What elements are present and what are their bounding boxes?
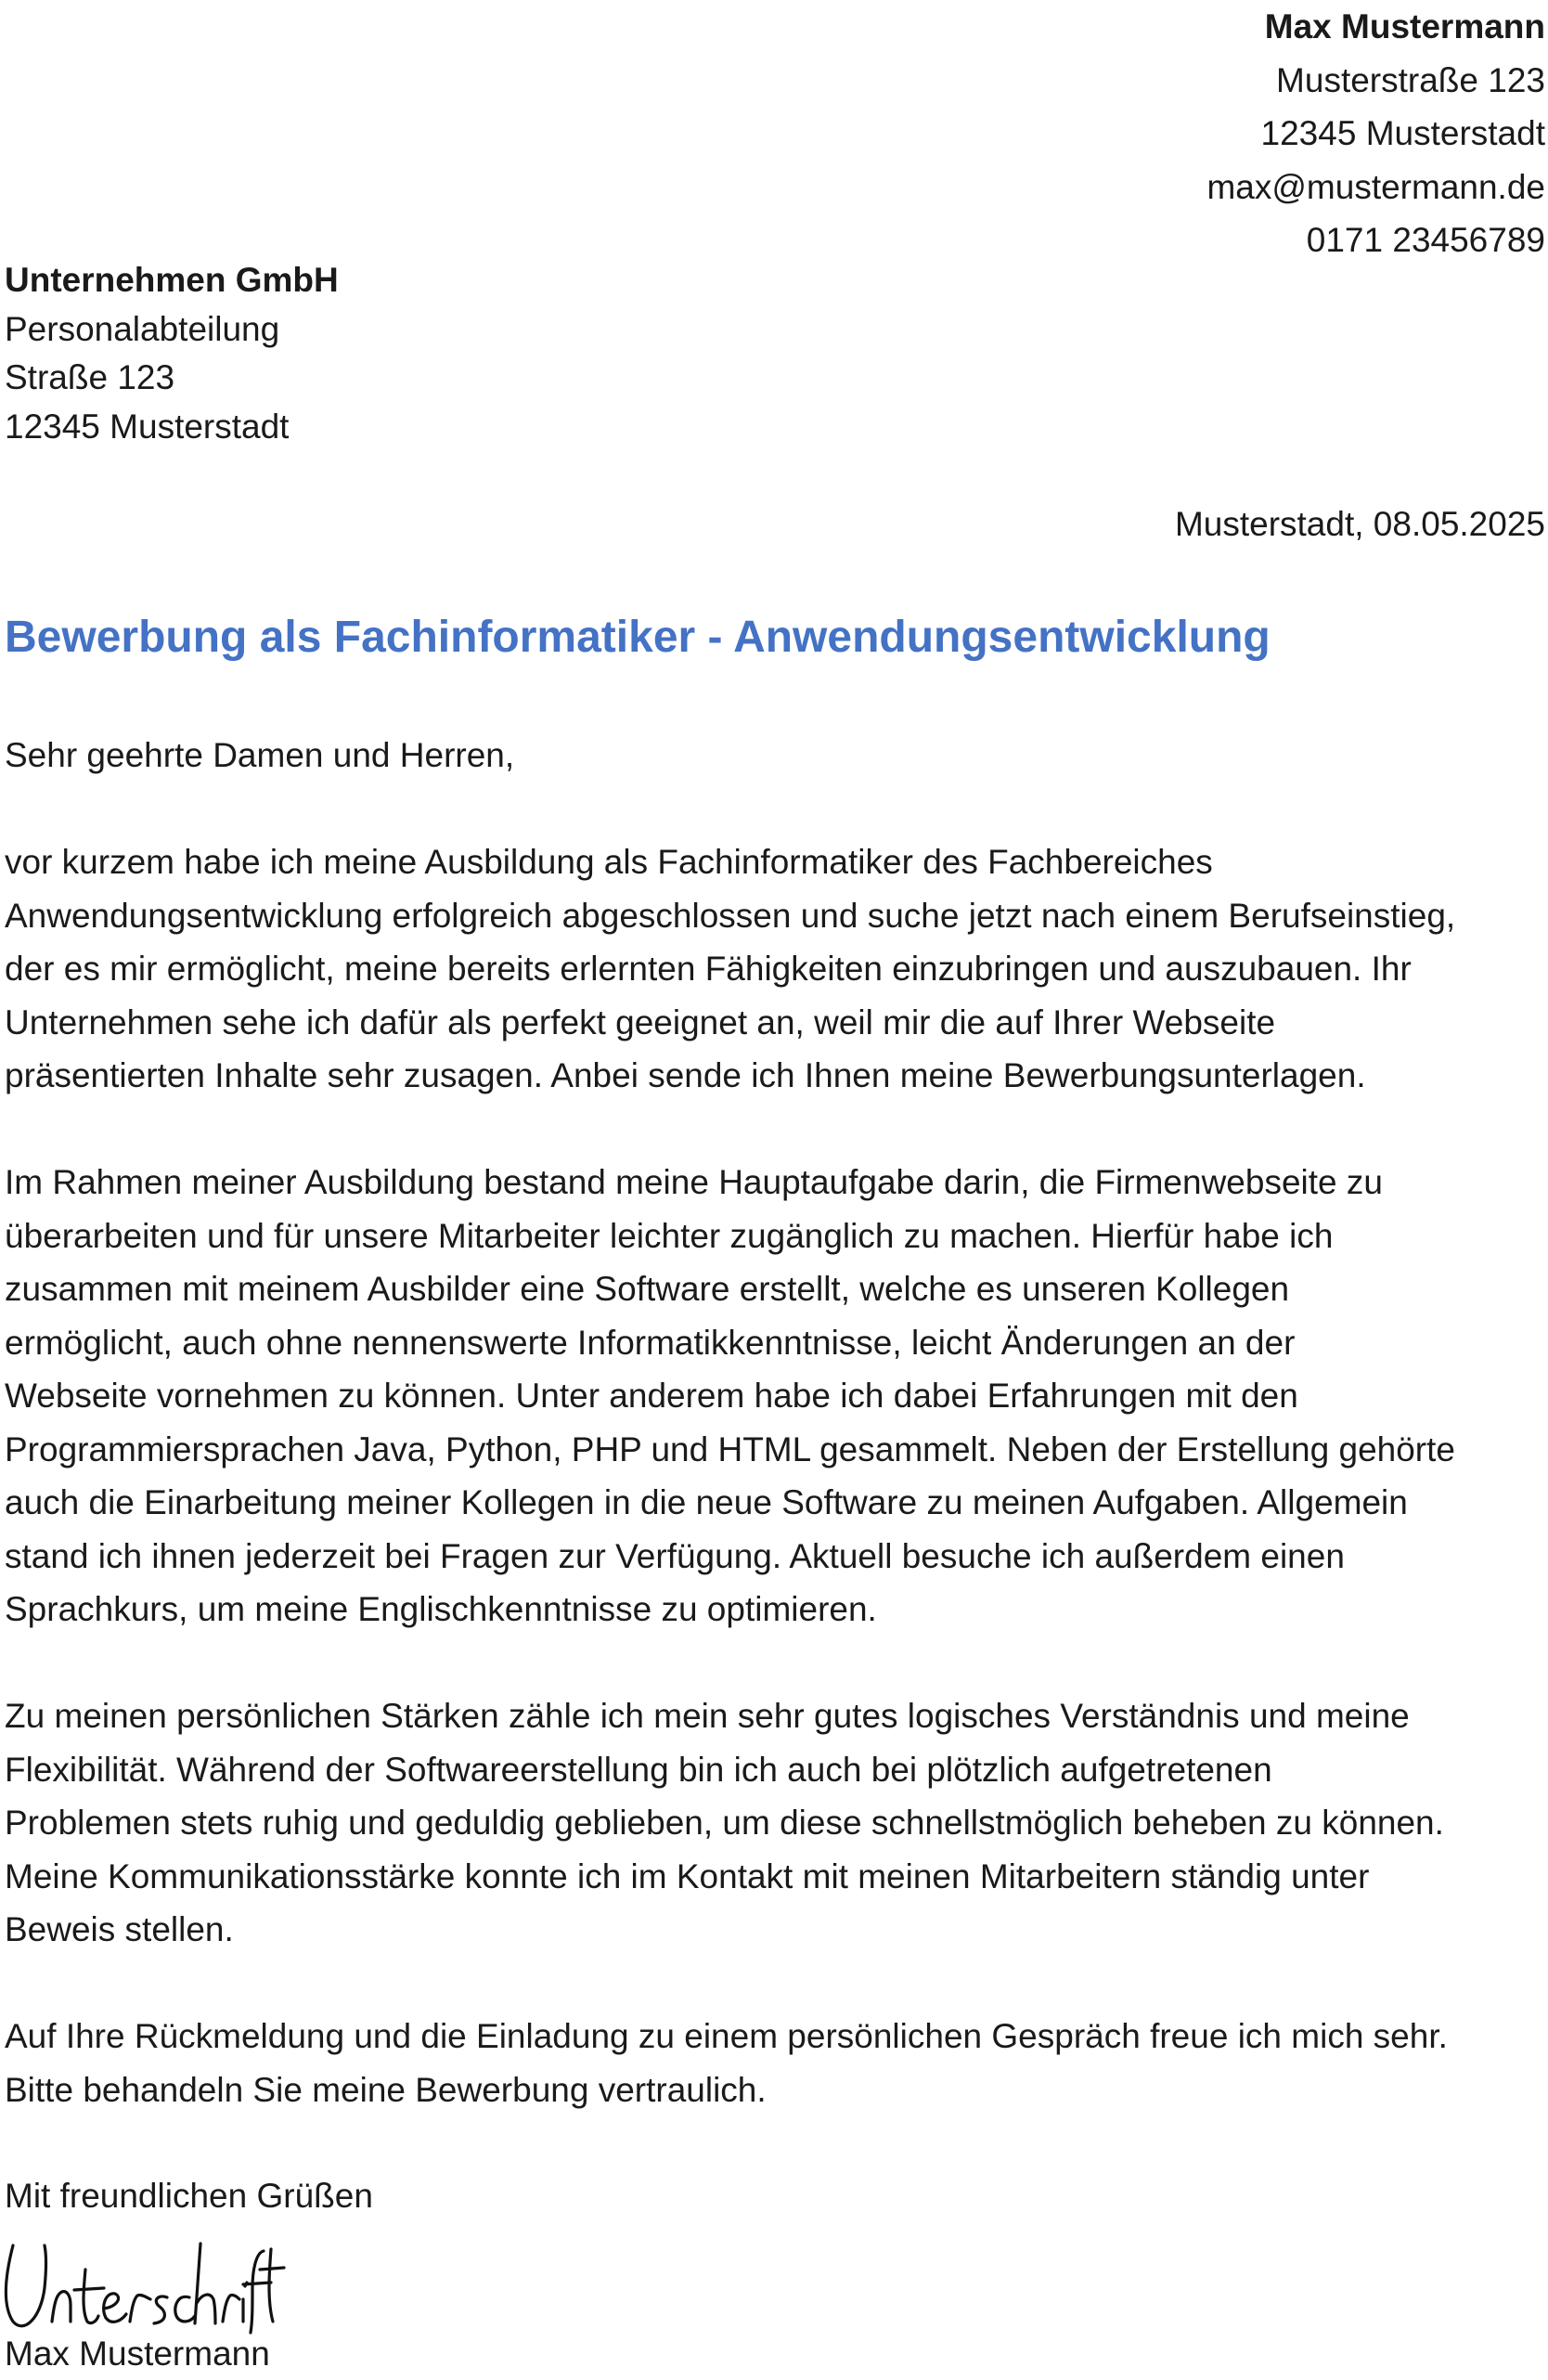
- paragraph-line: Programmiersprachen Java, Python, PHP und HTML gesammelt. Neben der Erstellung gehörte: [5, 1429, 1455, 1468]
- sender-street: Musterstraße 123: [1276, 60, 1545, 99]
- recipient-city: 12345 Musterstadt: [5, 407, 290, 446]
- paragraph-line: Beweis stellen.: [5, 1910, 234, 1948]
- letter-subject: Bewerbung als Fachinformatiker - Anwendungsentwicklung: [5, 613, 1271, 662]
- handwritten-signature: [0, 2232, 288, 2335]
- recipient-address-block: [5, 256, 339, 451]
- recipient-department: Personalabteilung: [5, 309, 280, 348]
- sender-address-block: [1206, 0, 1545, 267]
- paragraph-line: Flexibilität. Während der Softwareerstellung bin ich auch bei plötzlich aufgetretenen: [5, 1750, 1272, 1789]
- salutation: Sehr geehrte Damen und Herren,: [5, 736, 515, 774]
- sender-phone: 0171 23456789: [1306, 221, 1545, 259]
- body-paragraph-1: [5, 835, 1545, 1103]
- recipient-company: Unternehmen GmbH: [5, 261, 339, 299]
- paragraph-line: Problemen stets ruhig und geduldig geblieben, um diese schnellstmöglich beheben zu können.: [5, 1804, 1444, 1842]
- sender-city: 12345 Musterstadt: [1260, 114, 1545, 152]
- paragraph-line: Unternehmen sehe ich dafür als perfekt geeignet an, weil mir die auf Ihrer Webseite: [5, 1002, 1276, 1041]
- paragraph-line: Anwendungsentwicklung erfolgreich abgeschlossen und suche jetzt nach einem Berufseinstieg,: [5, 896, 1456, 935]
- letter-date: Musterstadt, 08.05.2025: [1174, 505, 1545, 543]
- paragraph-line: Webseite vornehmen zu können. Unter anderem habe ich dabei Erfahrungen mit den: [5, 1377, 1298, 1415]
- paragraph-line: Zu meinen persönlichen Stärken zähle ich mein sehr gutes logisches Verständnis und meine: [5, 1697, 1410, 1735]
- paragraph-line: stand ich ihnen jederzeit bei Fragen zur Verfügung. Aktuell besuche ich außerdem einen: [5, 1536, 1345, 1575]
- paragraph-line: Auf Ihre Rückmeldung und die Einladung zu einem persönlichen Gespräch freue ich mich sehr.: [5, 2017, 1448, 2055]
- sender-email: max@mustermann.de: [1206, 167, 1545, 206]
- paragraph-line: Bitte behandeln Sie meine Bewerbung vertraulich.: [5, 2070, 767, 2109]
- paragraph-line: auch die Einarbeitung meiner Kollegen in die neue Software zu meinen Aufgaben. Allgemein: [5, 1483, 1408, 1521]
- paragraph-line: überarbeiten und für unsere Mitarbeiter leichter zugänglich zu machen. Hierfür habe ich: [5, 1216, 1334, 1255]
- closing-phrase: Mit freundlichen Grüßen: [5, 2177, 373, 2215]
- paragraph-line: zusammen mit meinem Ausbilder eine Software erstellt, welche es unseren Kollegen: [5, 1270, 1290, 1308]
- paragraph-line: Meine Kommunikationsstärke konnte ich im Kontakt mit meinen Mitarbeitern ständig unter: [5, 1856, 1370, 1895]
- body-paragraph-2: [5, 1156, 1545, 1636]
- paragraph-line: der es mir ermöglicht, meine bereits erlernten Fähigkeiten einzubringen und auszubauen. Ihr: [5, 950, 1412, 988]
- signed-name: Max Mustermann: [5, 2335, 270, 2373]
- paragraph-line: vor kurzem habe ich meine Ausbildung als Fachinformatiker des Fachbereiches: [5, 843, 1213, 881]
- body-paragraph-3: [5, 1689, 1545, 1957]
- paragraph-line: ermöglicht, auch ohne nennenswerte Informatikkenntnisse, leicht Änderungen an der: [5, 1323, 1296, 1362]
- paragraph-line: Sprachkurs, um meine Englischkenntnisse zu optimieren.: [5, 1590, 877, 1628]
- body-paragraph-4: [5, 2010, 1545, 2116]
- paragraph-line: Im Rahmen meiner Ausbildung bestand meine Hauptaufgabe darin, die Firmenwebseite zu: [5, 1163, 1383, 1201]
- sender-name: Max Mustermann: [1264, 7, 1545, 45]
- recipient-street: Straße 123: [5, 358, 175, 396]
- paragraph-line: präsentierten Inhalte sehr zusagen. Anbei sende ich Ihnen meine Bewerbungsunterlagen.: [5, 1056, 1366, 1094]
